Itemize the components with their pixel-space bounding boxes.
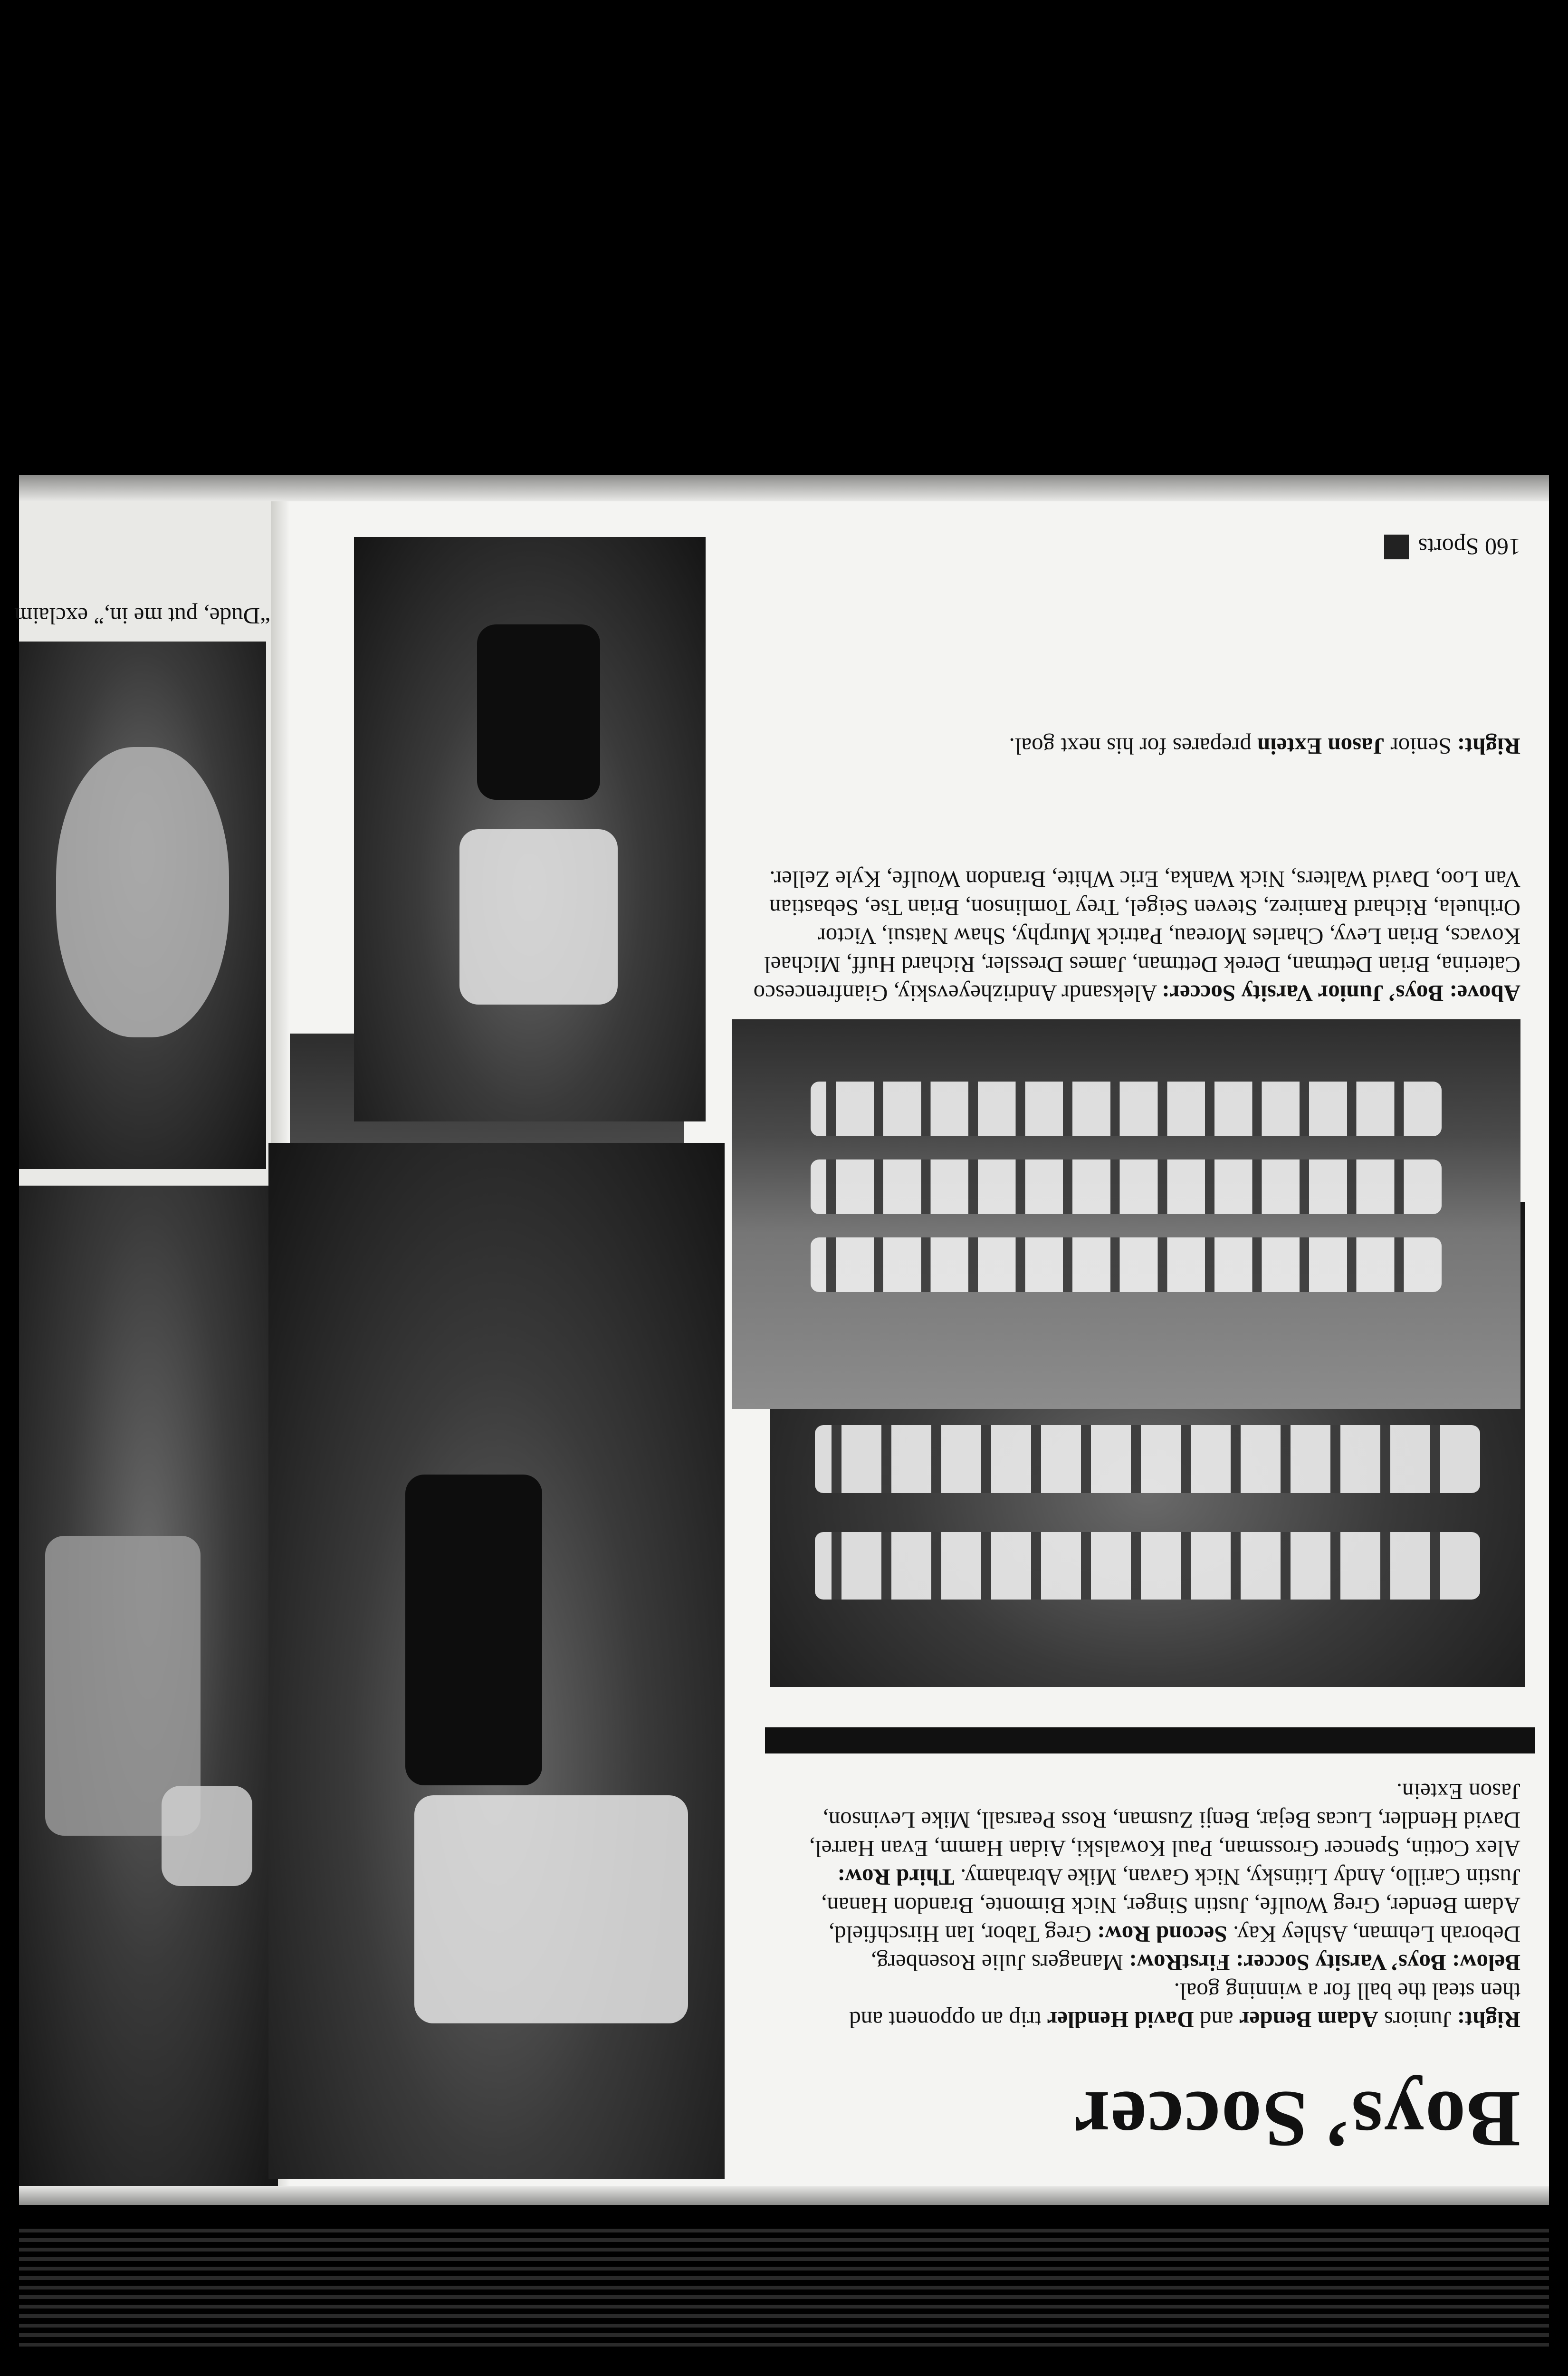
decorative-bar [765,1727,1535,1753]
caption-label: Right: [1457,733,1520,759]
page-number: 160 Sports [1418,534,1520,560]
facing-page-photo-portrait [19,642,266,1169]
caption-text: Juniors [1378,2007,1457,2033]
junior-varsity-team-photo-image [732,1019,1520,1409]
page-title: Boys’ Soccer [1073,2075,1520,2164]
action-photo-jason-extein [354,537,706,1121]
page-edge-top [19,475,1549,501]
caption-varsity-team [798,1777,1520,1977]
caption-text: prepares for his next goal. [1009,733,1257,759]
caption-right-photo-1 [817,1977,1520,2034]
caption-label: Second Row: [1097,1921,1227,1947]
caption-text: Alex Cottin, Spencer Grossman, Paul Kowalski, Aidan Hamm, Evan Harrel, David Hendler, Lucas Bejar, Benji Zusman, Ross Pearsall, Mike Levinson, Jason Extein. [809,1779,1520,1862]
scanner-background-top [0,0,1568,475]
caption-player-name: Adam Bender [1239,2007,1378,2033]
caption-text: Managers Julie Rosenberg, Deborah Lehman, Ashley Kay. [870,1921,1520,1976]
caption-text: Aleksandr Andrizheyevskiy, Gianfrencesco Caterina, Brian Dettman, Derek Dettman, James Dressler, Richard Huff, Michael Kovacs, Brian Levy, Charles Moreau, Patrick Murphy, Shaw Natsui, Victor Orihuela, Richard Ramirez, Steven Seigel, Trey Tomlinson, Brian Tse, Sebastian Van Loo, David Walters, Nick Wanka, Eric White, Brandon Woulfe, Kyle Zeller. [753,866,1520,1006]
caption-right-photo-2 [732,732,1520,760]
action-photo-player-22 [268,1143,725,2179]
scanner-background-left [0,0,19,2376]
page-edge-bottom [19,2186,1549,2205]
caption-label: Right: [1457,2007,1520,2033]
caption-text: trip an opponent and then steal the ball for a winning goal. [849,1978,1520,2033]
facing-page-partial-caption: “Dude, put me in,” exclaim [14,603,270,629]
yearbook-page [285,501,1549,2186]
facing-page-caption-wrap [14,592,285,634]
page-number-row [1384,533,1520,561]
caption-player-name: Jason Extein [1257,733,1385,759]
scanner-stripes [19,2229,1549,2347]
caption-text: Greg Tabor, Ian Hirschfield, Adam Bender, Greg Woulfe, Justin Singer, Nick Bimonte, Brandon Hanan, Justin Carillo, Andy Litinsky, Nick Gavan, Mike Abrahamy. [821,1864,1520,1947]
caption-text: and [1194,2007,1239,2033]
caption-player-name: David Hendler [1047,2007,1194,2033]
caption-text: Senior [1385,733,1457,759]
caption-label: Above: Boys’ Junior Varsity Soccer: [1162,980,1520,1006]
caption-label: Below: Boys’ Varsity Soccer: FirstRow: [1129,1950,1520,1976]
caption-label: Third Row: [837,1864,955,1890]
page-number-marker [1384,535,1409,559]
caption-jv-team [732,865,1520,1007]
facing-page-photo-player-red [19,1186,278,2186]
scanner-background-right [1549,0,1568,2376]
